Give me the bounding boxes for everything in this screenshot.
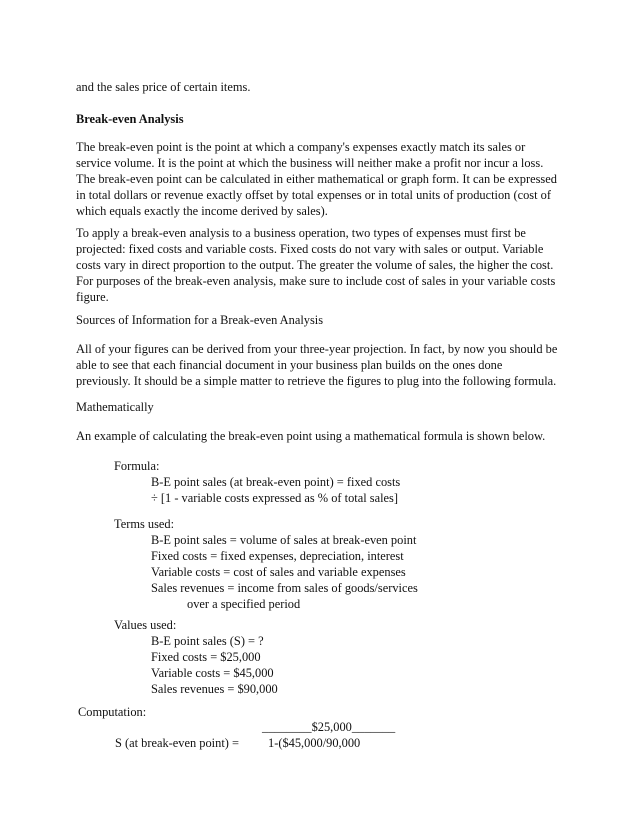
paragraph-line: figure.	[76, 290, 109, 305]
computation-denominator: 1-($45,000/90,000	[268, 736, 361, 750]
term-line: Fixed costs = fixed expenses, depreciation, interest	[151, 549, 404, 564]
computation-label: Computation:	[78, 705, 147, 719]
value-line: Sales revenues = $90,000	[151, 682, 278, 697]
paragraph-line: All of your figures can be derived from your three-year projection. In fact, by now you should be	[76, 342, 558, 356]
math-heading: Mathematically	[76, 400, 154, 414]
paragraph-apply-analysis	[76, 225, 596, 305]
computation-lhs: S (at break-even point) =	[115, 736, 239, 750]
paragraph-line: To apply a break-even analysis to a business operation, two types of expenses must first be	[76, 226, 526, 240]
values-block	[76, 617, 596, 697]
paragraph-line: For purposes of the break-even analysis, make sure to include cost of sales in your variable costs	[76, 274, 556, 289]
paragraph-line: previously. It should be a simple matter to retrieve the figures to plug into the following formula.	[76, 374, 557, 389]
paragraph-line: costs vary in direct proportion to the output. The greater the volume of sales, the higher the cost.	[76, 258, 554, 273]
formula-line: ÷ [1 - variable costs expressed as % of total sales]	[151, 491, 398, 506]
term-continuation: over a specified period	[187, 597, 301, 612]
paragraph-line: which equals exactly the income derived by sales).	[76, 204, 328, 219]
paragraph-line: able to see that each financial document in your business plan builds on the ones done	[76, 358, 503, 373]
formula-block	[76, 458, 596, 506]
paragraph-line: The break-even point is the point at which a company's expenses exactly match its sales or	[76, 140, 526, 154]
intro-line	[76, 79, 596, 95]
values-label: Values used:	[114, 618, 177, 632]
value-line: B-E point sales (S) = ?	[151, 634, 264, 649]
section-heading: Break-even Analysis	[76, 112, 184, 126]
intro-text: and the sales price of certain items.	[76, 80, 251, 94]
computation-numerator: ________$25,000_______	[262, 720, 396, 734]
terms-label: Terms used:	[114, 517, 175, 531]
term-line: B-E point sales = volume of sales at break-even point	[151, 533, 417, 548]
sources-heading: Sources of Information for a Break-even Analysis	[76, 313, 324, 327]
terms-block	[76, 516, 596, 613]
formula-line: B-E point sales (at break-even point) = fixed costs	[151, 475, 401, 490]
value-line: Fixed costs = $25,000	[151, 650, 261, 665]
paragraph-line: in total dollars or revenue exactly offset by total expenses or in total units of production (cost of	[76, 188, 551, 203]
paragraph-break-even-definition	[76, 139, 596, 219]
paragraph-line: The break-even point can be calculated in either mathematical or graph form. It can be expressed	[76, 172, 557, 187]
paragraph-line: projected: fixed costs and variable costs. Fixed costs do not vary with sales or output. Variable	[76, 242, 544, 257]
term-line: Sales revenues = income from sales of goods/services	[151, 581, 418, 596]
paragraph-line: service volume. It is the point at which the business will neither make a profit nor incur a loss.	[76, 156, 544, 171]
formula-label: Formula:	[114, 459, 160, 473]
term-line: Variable costs = cost of sales and variable expenses	[151, 565, 406, 580]
value-line: Variable costs = $45,000	[151, 666, 274, 681]
example-line: An example of calculating the break-even point using a mathematical formula is shown below.	[76, 429, 546, 443]
paragraph-sources	[76, 341, 596, 389]
